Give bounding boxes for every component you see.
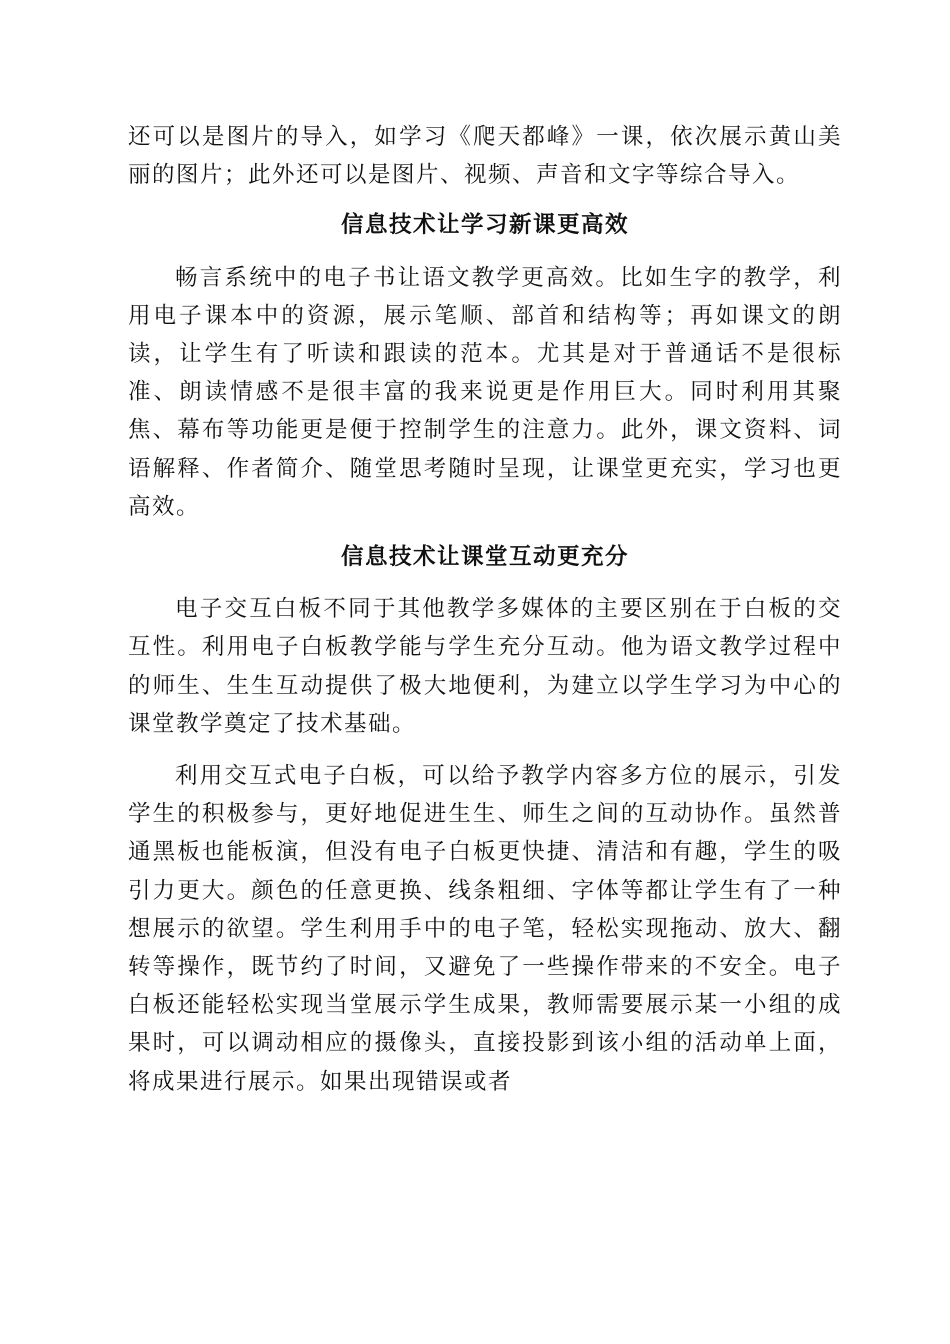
paragraph-whiteboard-usage: 利用交互式电子白板，可以给予教学内容多方位的展示，引发学生的积极参与，更好地促进生生、师生之间的互动协作。虽然普通黑板也能板演，但没有电子白板更快捷、清洁和有趣，学生的吸引力更大。颜色的任意更换、线条粗细、字体等都让学生有了一种想展示的欲望。学生利用手中的电子笔，轻松实现拖动、放大、翻转等操作，既节约了时间，又避免了一些操作带来的不安全。电子白板还能轻松实现当堂展示学生成果，教师需要展示某一小组的成果时，可以调动相应的摄像头，直接投影到该小组的活动单上面，将成果进行展示。如果出现错误或者 [128,763,842,1095]
spacer [128,245,842,259]
spacer [128,526,842,538]
section-heading-efficiency: 信息技术让学习新课更高效 [340,212,629,239]
spacer [128,576,842,590]
document-body [128,118,842,1101]
paragraph-whiteboard-intro: 电子交互白板不同于其他教学多媒体的主要区别在于白板的交互性。利用电子白板教学能与学生充分互动。他为语文教学过程中的师生、生生互动提供了极大地便利，为建立以学生学习为中心的课堂教学奠定了技术基础。 [128,596,842,737]
spacer [128,194,842,206]
paragraph-intro-continued: 还可以是图片的导入，如学习《爬天都峰》一课，依次展示黄山美丽的图片；此外还可以是图片、视频、声音和文字等综合导入。 [128,124,842,189]
paragraph-ebook: 畅言系统中的电子书让语文教学更高效。比如生字的教学，利用电子课本中的资源，展示笔顺、部首和结构等；再如课文的朗读，让学生有了听读和跟读的范本。尤其是对于普通话不是很标准、朗读情感不是很丰富的我来说更是作用巨大。同时利用其聚焦、幕布等功能更是便于控制学生的注意力。此外，课文资料、词语解释、作者简介、随堂思考随时呈现，让课堂更充实，学习也更高效。 [128,264,842,520]
section-heading-interaction: 信息技术让课堂互动更充分 [340,544,629,571]
spacer [128,743,842,757]
